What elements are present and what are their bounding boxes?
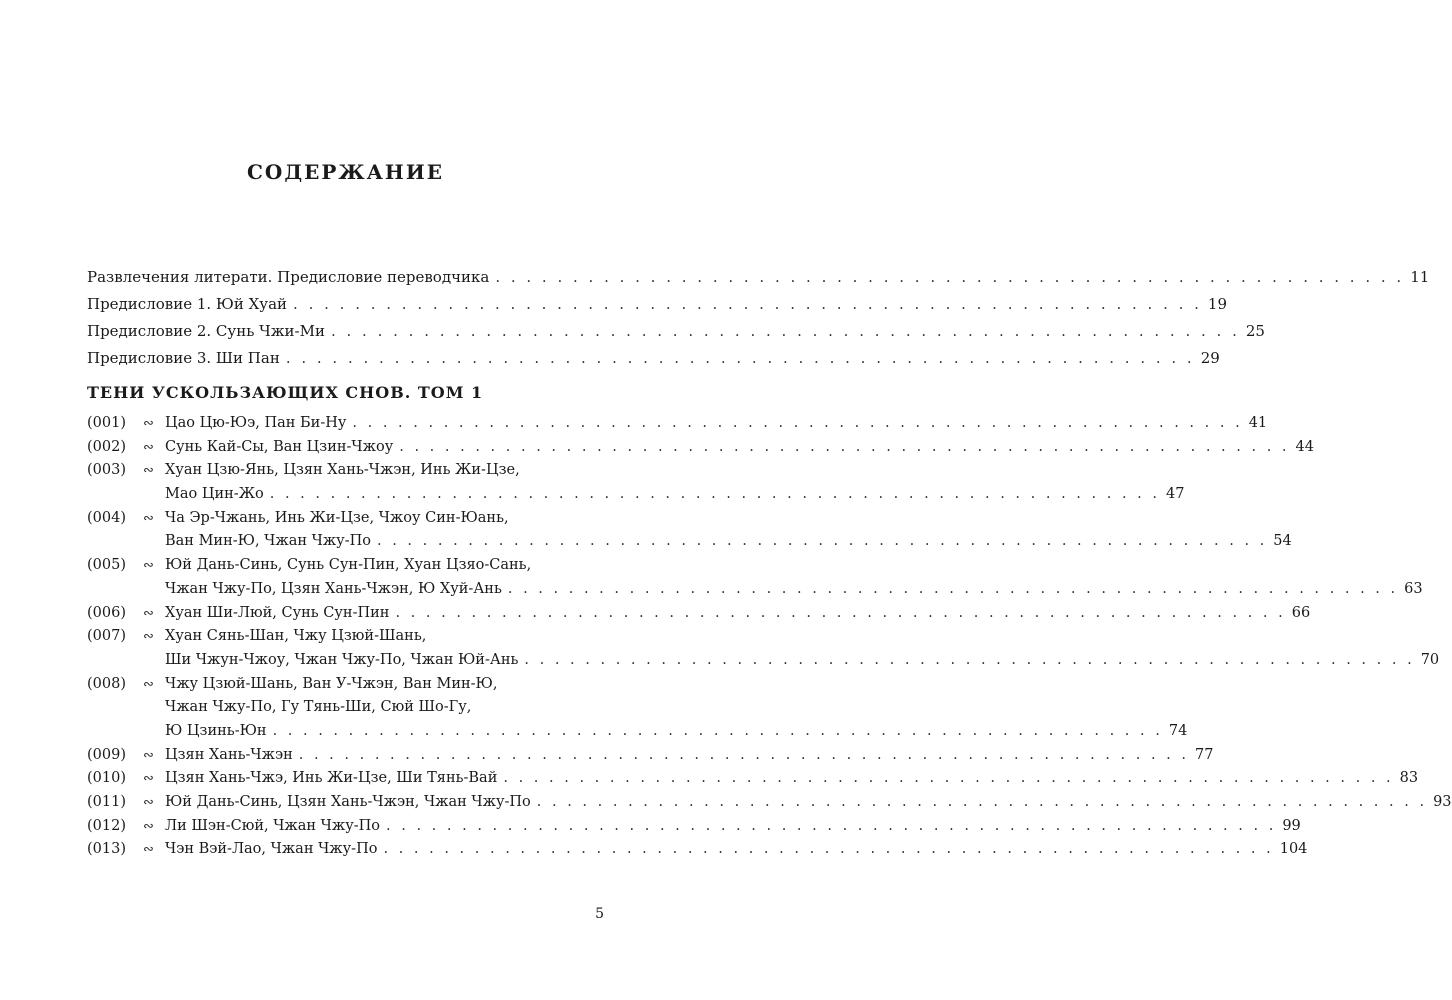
toc-entry[interactable] <box>87 744 1214 768</box>
entry-title: Ю Цзинь-Юн <box>165 722 267 739</box>
dot-leader: . . . . . . . . . . . . . . . . . . . . . . . . . . . . . . . . . . . . . . . . . . . . . . . . . . . . . . . . . . . <box>377 533 1268 550</box>
dot-leader: . . . . . . . . . . . . . . . . . . . . . . . . . . . . . . . . . . . . . . . . . . . . . . . . . . . . . . . . . . . <box>495 268 1405 286</box>
entry-title: Сунь Кай-Сы, Ван Цзин-Чжоу <box>165 438 394 455</box>
entry-line <box>165 649 1439 673</box>
toc-entry[interactable] <box>87 791 1452 815</box>
dot-leader: . . . . . . . . . . . . . . . . . . . . . . . . . . . . . . . . . . . . . . . . . . . . . . . . . . . . . . . . . . . <box>399 438 1290 455</box>
toc-entry[interactable] <box>87 412 1268 436</box>
toc-list <box>87 412 1452 862</box>
entry-lines <box>165 744 1213 768</box>
entry-title: Развлечения литерати. Предисловие переводчика <box>87 268 490 286</box>
page-number: 29 <box>1200 349 1220 367</box>
ornament-icon: ∾ <box>143 842 154 858</box>
entry-title: Чэн Вэй-Лао, Чжан Чжу-По <box>165 841 378 858</box>
entry-line <box>165 412 1267 436</box>
entry-lines <box>165 838 1307 862</box>
dot-leader: . . . . . . . . . . . . . . . . . . . . . . . . . . . . . . . . . . . . . . . . . . . . . . . . . . . . . . . . . . . <box>298 746 1190 763</box>
ornament-icon: ∾ <box>143 771 154 787</box>
dot-leader: . . . . . . . . . . . . . . . . . . . . . . . . . . . . . . . . . . . . . . . . . . . . . . . . . . . . . . . . . . . <box>293 295 1202 313</box>
ornament-icon: ∾ <box>143 605 154 621</box>
entry-title: Предисловие 2. Сунь Чжи-Ми <box>87 322 325 340</box>
entry-line <box>165 696 1187 720</box>
page-number: 66 <box>1291 604 1311 621</box>
page-number: 44 <box>1295 438 1314 455</box>
entry-line <box>165 720 1187 744</box>
entry-lines <box>165 815 1301 839</box>
page-number: 54 <box>1273 533 1292 550</box>
ornament-icon: ∾ <box>143 463 154 479</box>
entry-lines <box>165 625 1439 672</box>
dot-leader: . . . . . . . . . . . . . . . . . . . . . . . . . . . . . . . . . . . . . . . . . . . . . . . . . . . . . . . . . . . <box>285 349 1195 367</box>
dot-leader: . . . . . . . . . . . . . . . . . . . . . . . . . . . . . . . . . . . . . . . . . . . . . . . . . . . . . . . . . . . <box>507 580 1399 597</box>
entry-number: (006) <box>87 604 126 621</box>
toc-entry[interactable] <box>87 673 1188 744</box>
entry-lines <box>165 602 1310 626</box>
dot-leader: . . . . . . . . . . . . . . . . . . . . . . . . . . . . . . . . . . . . . . . . . . . . . . . . . . . . . . . . . . . <box>536 794 1428 811</box>
entry-lines <box>165 554 1423 601</box>
toc-entry[interactable] <box>87 507 1292 554</box>
front-matter-row[interactable] <box>87 295 1228 322</box>
entry-title: Предисловие 3. Ши Пан <box>87 349 280 367</box>
entry-title: Чжан Чжу-По, Цзян Хань-Чжэн, Ю Хуй-Ань <box>165 580 502 597</box>
page-number: 70 <box>1420 651 1440 668</box>
entry-number: (004) <box>87 509 126 526</box>
entry-title: Юй Дань-Синь, Цзян Хань-Чжэн, Чжан Чжу-По <box>165 794 531 811</box>
entry-line <box>165 459 1184 483</box>
front-matter-row[interactable] <box>87 349 1220 376</box>
entry-title: Ли Шэн-Сюй, Чжан Чжу-По <box>165 817 381 834</box>
page-number: 93 <box>1433 794 1452 811</box>
ornament-icon: ∾ <box>143 439 154 455</box>
dot-leader: . . . . . . . . . . . . . . . . . . . . . . . . . . . . . . . . . . . . . . . . . . . . . . . . . . . . . . . . . . . <box>352 415 1243 431</box>
entry-line <box>165 815 1301 839</box>
folio-page-number: 5 <box>595 906 604 922</box>
page-number: 63 <box>1404 580 1423 597</box>
entry-line <box>165 483 1184 507</box>
ornament-icon: ∾ <box>143 676 154 692</box>
entry-title: Ча Эр-Чжань, Инь Жи-Цзе, Чжоу Син-Юань, <box>165 509 509 526</box>
entry-title: Цао Цю-Юэ, Пан Би-Ну <box>165 415 347 431</box>
entry-title: Хуан Ши-Люй, Сунь Сун-Пин <box>165 604 390 621</box>
entry-line <box>165 578 1423 602</box>
front-matter-row[interactable] <box>87 268 1430 295</box>
entry-title: Чжу Цзюй-Шань, Ван У-Чжэн, Ван Мин-Ю, <box>165 675 498 692</box>
section-title: ТЕНИ УСКОЛЬЗАЮЩИХ СНОВ. ТОМ 1 <box>87 383 484 402</box>
entry-title: Мао Цин-Жо <box>165 486 264 503</box>
page-number: 25 <box>1245 322 1265 340</box>
entry-lines <box>165 507 1292 554</box>
entry-line <box>165 791 1452 815</box>
entry-number: (009) <box>87 746 126 763</box>
entry-line <box>165 673 1187 697</box>
entry-number: (003) <box>87 462 126 479</box>
entry-lines <box>165 459 1184 506</box>
entry-title: Хуан Цзю-Янь, Цзян Хань-Чжэн, Инь Жи-Цзе, <box>165 462 520 479</box>
entry-number: (002) <box>87 438 126 455</box>
page-number: 83 <box>1399 770 1419 787</box>
ornament-icon: ∾ <box>143 747 154 763</box>
page-number: 47 <box>1166 486 1185 503</box>
entry-number: (007) <box>87 628 126 645</box>
entry-number: (011) <box>87 794 126 811</box>
entry-title: Цзян Хань-Чжэн <box>165 746 293 763</box>
page-number: 11 <box>1410 268 1430 286</box>
dot-leader: . . . . . . . . . . . . . . . . . . . . . . . . . . . . . . . . . . . . . . . . . . . . . . . . . . . . . . . . . . . <box>386 817 1277 834</box>
page-number: 99 <box>1282 817 1301 834</box>
entry-line <box>165 744 1213 768</box>
dot-leader: . . . . . . . . . . . . . . . . . . . . . . . . . . . . . . . . . . . . . . . . . . . . . . . . . . . . . . . . . . . <box>330 322 1240 340</box>
entry-number: (013) <box>87 841 126 858</box>
entry-line <box>165 602 1310 626</box>
ornament-icon: ∾ <box>143 558 154 574</box>
page-number: 77 <box>1195 746 1214 763</box>
front-matter-list <box>87 268 1430 376</box>
dot-leader: . . . . . . . . . . . . . . . . . . . . . . . . . . . . . . . . . . . . . . . . . . . . . . . . . . . . . . . . . . . <box>395 604 1286 621</box>
entry-line <box>165 554 1423 578</box>
page-number: 74 <box>1168 722 1188 739</box>
entry-lines <box>165 791 1452 815</box>
front-matter-row[interactable] <box>87 322 1265 349</box>
entry-line <box>165 530 1292 554</box>
entry-number: (010) <box>87 770 126 787</box>
ornament-icon: ∾ <box>143 510 154 526</box>
dot-leader: . . . . . . . . . . . . . . . . . . . . . . . . . . . . . . . . . . . . . . . . . . . . . . . . . . . . . . . . . . . <box>383 841 1274 858</box>
entry-line <box>165 838 1307 862</box>
ornament-icon: ∾ <box>143 818 154 834</box>
dot-leader: . . . . . . . . . . . . . . . . . . . . . . . . . . . . . . . . . . . . . . . . . . . . . . . . . . . . . . . . . . . <box>524 651 1415 668</box>
toc-entry[interactable] <box>87 554 1423 601</box>
entry-lines <box>165 767 1418 791</box>
ornament-icon: ∾ <box>143 795 154 811</box>
entry-lines <box>165 436 1314 460</box>
entry-title: Ши Чжун-Чжоу, Чжан Чжу-По, Чжан Юй-Ань <box>165 651 519 668</box>
entry-line <box>165 767 1418 791</box>
entry-line <box>165 625 1439 649</box>
toc-entry[interactable] <box>87 459 1185 506</box>
entry-line <box>165 436 1314 460</box>
toc-entry[interactable] <box>87 815 1301 839</box>
page-number: 19 <box>1207 295 1228 313</box>
page-number: 41 <box>1248 415 1268 431</box>
entry-title: Хуан Сянь-Шан, Чжу Цзюй-Шань, <box>165 628 427 645</box>
toc-entry[interactable] <box>87 436 1314 460</box>
entry-line <box>165 507 1292 531</box>
page-title: СОДЕРЖАНИЕ <box>247 160 444 184</box>
entry-number: (008) <box>87 675 126 692</box>
dot-leader: . . . . . . . . . . . . . . . . . . . . . . . . . . . . . . . . . . . . . . . . . . . . . . . . . . . . . . . . . . . <box>272 722 1163 739</box>
toc-entry[interactable] <box>87 838 1308 862</box>
entry-title: Юй Дань-Синь, Сунь Сун-Пин, Хуан Цзяо-Сань, <box>165 557 532 574</box>
entry-title: Чжан Чжу-По, Гу Тянь-Ши, Сюй Шо-Гу, <box>165 699 472 716</box>
entry-number: (005) <box>87 557 126 574</box>
dot-leader: . . . . . . . . . . . . . . . . . . . . . . . . . . . . . . . . . . . . . . . . . . . . . . . . . . . . . . . . . . . <box>269 486 1161 503</box>
page-number: 104 <box>1279 841 1308 858</box>
entry-title: Ван Мин-Ю, Чжан Чжу-По <box>165 533 371 550</box>
toc-entry[interactable] <box>87 767 1419 791</box>
entry-title: Цзян Хань-Чжэ, Инь Жи-Цзе, Ши Тянь-Вай <box>165 770 498 787</box>
toc-entry[interactable] <box>87 625 1440 672</box>
entry-title: Предисловие 1. Юй Хуай <box>87 295 288 313</box>
dot-leader: . . . . . . . . . . . . . . . . . . . . . . . . . . . . . . . . . . . . . . . . . . . . . . . . . . . . . . . . . . . <box>503 770 1394 787</box>
ornament-icon: ∾ <box>143 629 154 645</box>
entry-lines <box>165 412 1267 436</box>
entry-lines <box>165 673 1187 744</box>
entry-number: (001) <box>87 415 126 431</box>
ornament-icon: ∾ <box>143 416 154 431</box>
toc-entry[interactable] <box>87 602 1311 626</box>
entry-number: (012) <box>87 817 126 834</box>
